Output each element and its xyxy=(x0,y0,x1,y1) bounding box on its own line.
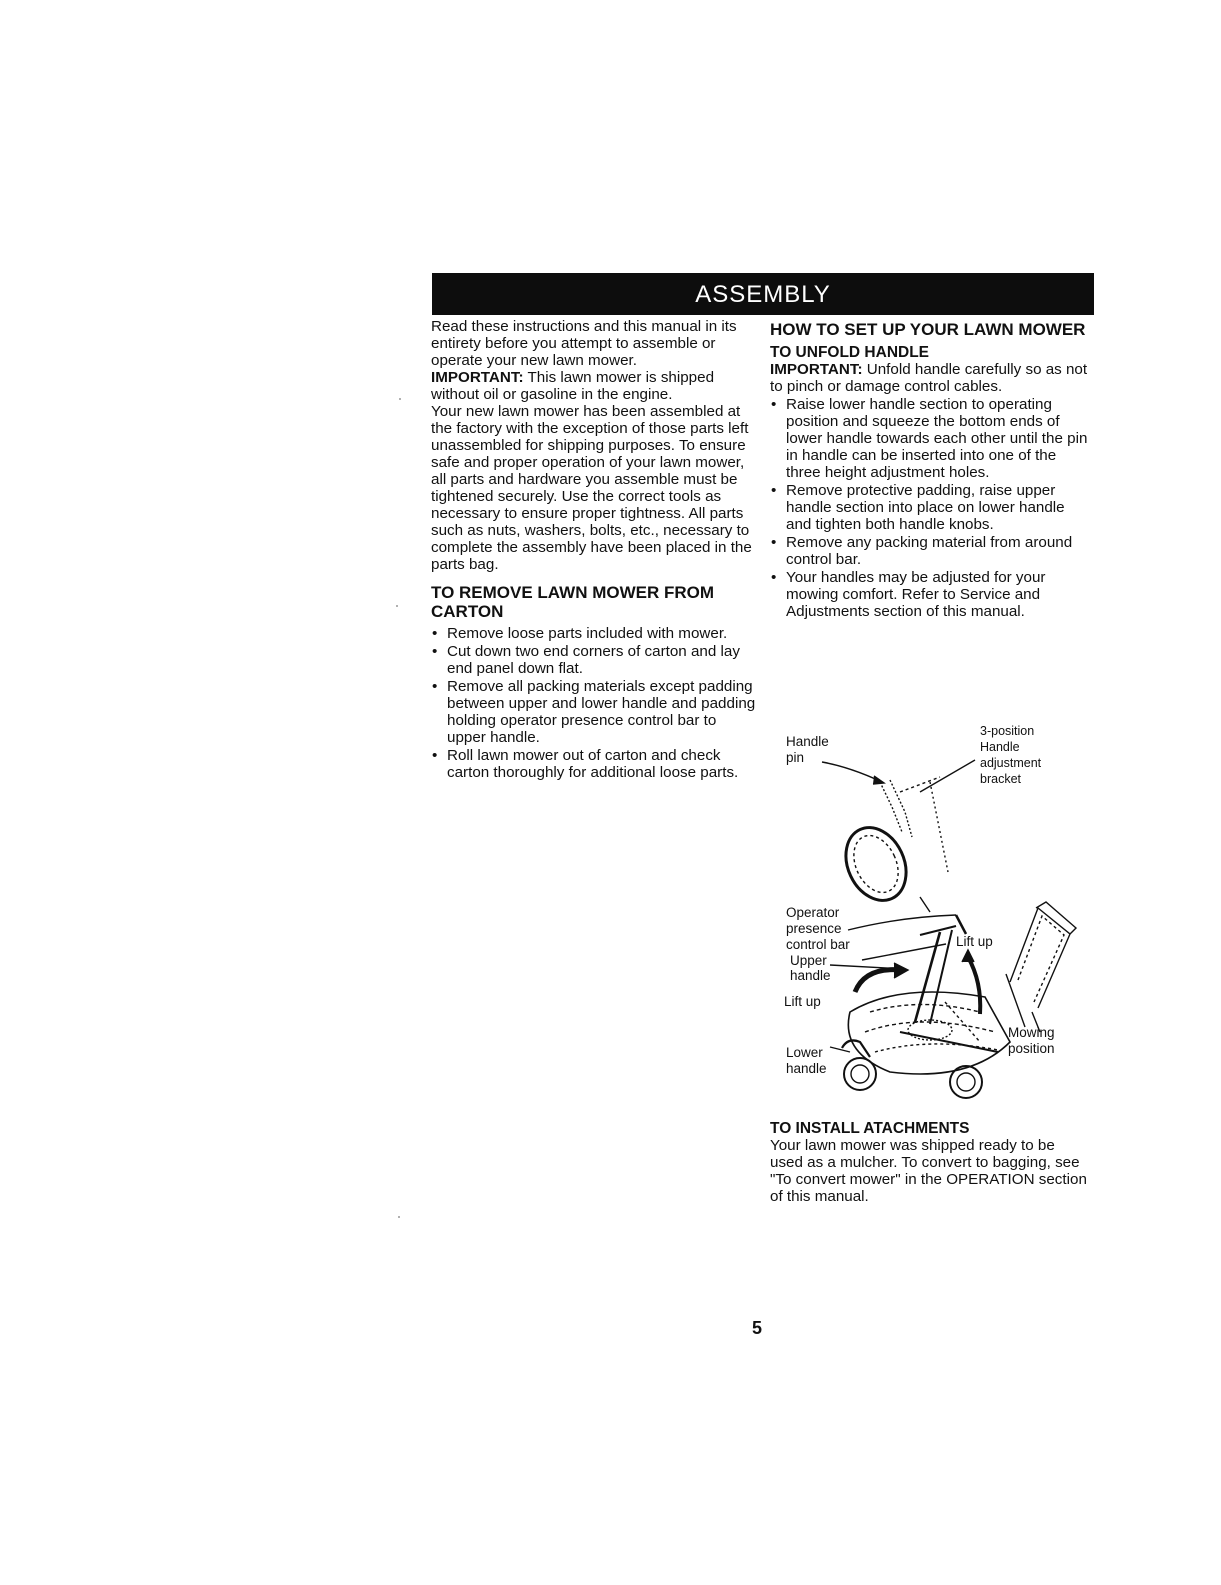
list-item: • Remove any packing material from around control bar. xyxy=(770,534,1090,568)
important-label: IMPORTANT: xyxy=(770,361,863,378)
label-adjustment: adjustment xyxy=(980,756,1042,770)
label-mowing: Mowing xyxy=(1008,1025,1055,1040)
label-handle: Handle xyxy=(786,734,829,749)
scan-speck xyxy=(398,1216,400,1218)
list-item: • Remove loose parts included with mower. xyxy=(431,625,756,642)
setup-heading: HOW TO SET UP YOUR LAWN MOWER xyxy=(770,320,1086,339)
assembly-paragraph: Your new lawn mower has been assembled at the factory with the exception of those parts left unassembled for shipping purposes. To ensure safe and proper operation of your lawn mower, all parts and hardware you assemble must be tightened securely. Use the correct tools as necessary to ensure proper tightness. All parts such as nuts, washers, bolts, etc., necessary to complete the assembly have been placed in the parts bag. xyxy=(431,403,752,573)
label-lift-up-right: Lift up xyxy=(956,934,993,949)
label-upper: Upper xyxy=(790,953,827,968)
right-column xyxy=(770,320,1090,621)
intro-paragraph: Read these instructions and this manual in its entirety before you attempt to assemble or operate your new lawn mower. xyxy=(431,318,737,369)
scan-speck xyxy=(396,605,398,607)
label-upper-handle: handle xyxy=(790,968,831,983)
label-3-position: 3-position xyxy=(980,724,1035,738)
label-lift-up-left: Lift up xyxy=(784,994,821,1009)
important-label: IMPORTANT: xyxy=(431,369,524,386)
important-text: This lawn mower is shipped without oil or gasoline in the engine. xyxy=(431,369,715,403)
remove-heading: TO REMOVE LAWN MOWER FROM CARTON xyxy=(431,583,715,621)
scan-speck xyxy=(399,398,401,400)
attachments-section xyxy=(770,1120,1090,1205)
attachments-heading: TO INSTALL ATACHMENTS xyxy=(770,1120,970,1137)
list-item: • Remove protective padding, raise upper handle section into place on lower handle and tighten both handle knobs. xyxy=(770,482,1090,533)
label-operator: Operator xyxy=(786,905,840,920)
left-column xyxy=(431,318,756,782)
unfold-important xyxy=(770,361,1090,395)
list-item: • Roll lawn mower out of carton and check carton thoroughly for additional loose parts. xyxy=(431,747,756,781)
label-bracket: bracket xyxy=(980,772,1021,786)
section-banner xyxy=(432,273,1094,315)
important-text: Unfold handle carefully so as not to pinch or damage control cables. xyxy=(770,361,1088,395)
label-position: position xyxy=(1008,1041,1055,1056)
label-presence: presence xyxy=(786,921,842,936)
list-item: • Cut down two end corners of carton and lay end panel down flat. xyxy=(431,643,756,677)
section-title: ASSEMBLY xyxy=(695,281,831,308)
label-lower: Lower xyxy=(786,1045,823,1060)
unfold-heading: TO UNFOLD HANDLE xyxy=(770,344,930,361)
remove-list xyxy=(431,625,756,781)
label-lower-handle: handle xyxy=(786,1061,827,1076)
label-control-bar: control bar xyxy=(786,937,850,952)
list-item: • Raise lower handle section to operating position and squeeze the bottom ends of lower handle towards each other until the pin in handle can be inserted into one of the three height adjustment holes. xyxy=(770,396,1090,481)
page-number: 5 xyxy=(752,1318,763,1338)
handle-assembly-illustration xyxy=(770,712,1090,1112)
attachments-text: Your lawn mower was shipped ready to be used as a mulcher. To convert to bagging, see "To convert mower" in the OPERATION section of this manual. xyxy=(770,1137,1087,1205)
unfold-list xyxy=(770,396,1090,620)
important-notice xyxy=(431,369,756,403)
label-pin: pin xyxy=(786,750,805,765)
list-item: • Your handles may be adjusted for your mowing comfort. Refer to Service and Adjustments section of this manual. xyxy=(770,569,1090,620)
label-handle-2: Handle xyxy=(980,740,1020,754)
list-item: • Remove all packing materials except padding between upper and lower handle and padding holding operator presence control bar to upper handle. xyxy=(431,678,756,746)
